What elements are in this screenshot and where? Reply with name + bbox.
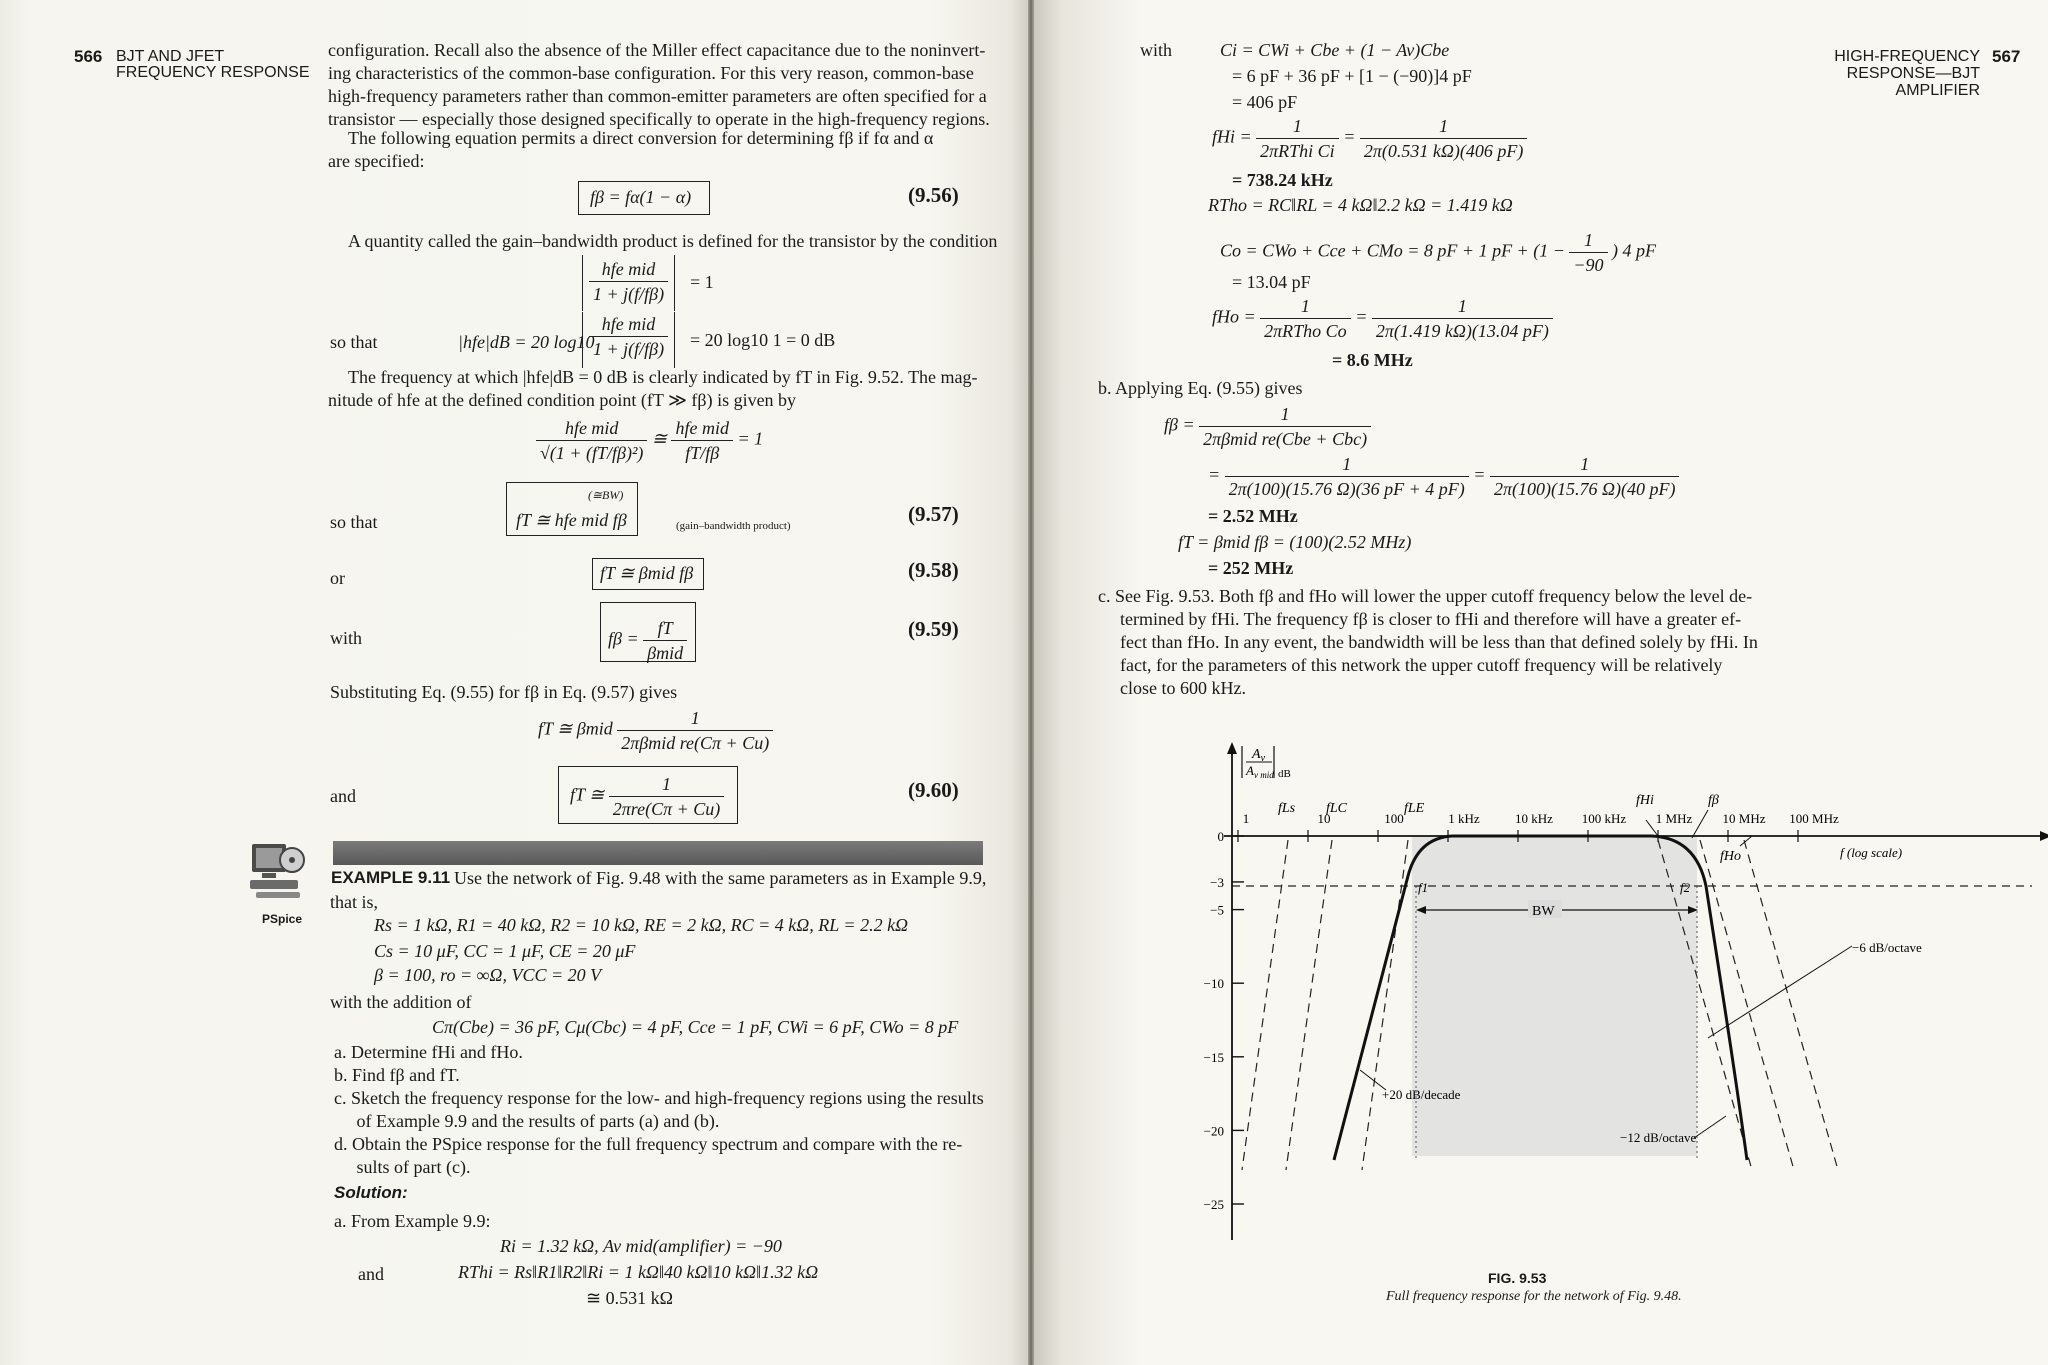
f1-label: f1 <box>1418 880 1429 895</box>
c-line-3: fect than fHo. In any event, the bandwidth will be less than that defined solely by fHi. In <box>1120 632 1758 652</box>
ft-line: fT = βmid fβ = (100)(2.52 MHz) <box>1178 532 1412 552</box>
p2-line-2: are specified: <box>328 151 425 171</box>
or-label: or <box>330 568 345 588</box>
sol-rth-2: ≅ 0.531 kΩ <box>586 1288 673 1308</box>
x-tick-label: 1 MHz <box>1655 811 1693 826</box>
ci-line-1: Ci = CWi + Cbe + (1 − Av)Cbe <box>1220 40 1450 60</box>
param-line-1: Rs = 1 kΩ, R1 = 40 kΩ, R2 = 10 kΩ, RE = 2 kΩ, RC = 4 kΩ, RL = 2.2 kΩ <box>374 915 909 935</box>
example-text-2: that is, <box>330 892 378 912</box>
eq-9-60 <box>570 772 724 821</box>
b-intro: b. Applying Eq. (9.55) gives <box>1098 378 1303 398</box>
x-tick-label: 100 <box>1384 811 1404 826</box>
eq-9-59-number: (9.59) <box>908 617 959 641</box>
running-head-right-3: AMPLIFIER <box>1895 82 1980 99</box>
eq-9-56: fβ = fα(1 − α) <box>590 187 692 207</box>
gbw-rhs: = 1 <box>690 272 714 292</box>
mag-mid-numerator: hfe mid <box>671 416 733 441</box>
marker-flc: fLC <box>1326 801 1348 816</box>
fho-denominator-1: 2πRTho Co <box>1264 321 1347 341</box>
eq-9-59 <box>608 616 687 665</box>
y-tick-label: −15 <box>1203 1049 1224 1065</box>
p1-line-1: configuration. Recall also the absence of the Miller effect capacitance due to the noninvert- <box>328 40 986 60</box>
db-fraction <box>582 312 675 368</box>
running-head-right-2: RESPONSE—BJT <box>1846 65 1980 82</box>
bw-label: BW <box>1532 904 1555 919</box>
caps-line: Cπ(Cbe) = 36 pF, Cμ(Cbc) = 4 pF, Cce = 1 pF, CWi = 6 pF, CWo = 8 pF <box>432 1017 959 1037</box>
with-right: with <box>1140 40 1173 60</box>
asymptote-fb <box>1700 840 1794 1170</box>
rtho-line: RTho = RC‖RL = 4 kΩ‖2.2 kΩ = 1.419 kΩ <box>1208 195 1513 215</box>
y-tick-label: −10 <box>1203 976 1224 992</box>
page-number-left: 566 <box>74 47 103 66</box>
y-tick-label: −25 <box>1203 1197 1224 1212</box>
gbw-denominator: 1 + j(f/fβ) <box>593 284 665 304</box>
x-tick-label: 10 <box>1317 811 1331 826</box>
fb-lhs: fβ = <box>1164 414 1195 435</box>
co-open-paren: (1 − <box>1533 240 1565 261</box>
with-1: with <box>330 628 363 648</box>
task-a: a. Determine fHi and fHo. <box>334 1042 523 1062</box>
fhi-numerator-1: 1 <box>1256 114 1339 139</box>
fho-pointer <box>1740 836 1752 846</box>
marker-fle: fLE <box>1404 801 1425 816</box>
fb2-denominator-2: 2π(100)(15.76 Ω)(40 pF) <box>1493 479 1676 499</box>
mag-rhs: = 1 <box>737 428 764 449</box>
annotation-12db: −12 dB/octave <box>1620 1130 1697 1145</box>
co-tail: 4 pF <box>1622 240 1657 261</box>
fb-denominator: 2πβmid re(Cbe + Cbc) <box>1203 429 1368 449</box>
x-tick-label: 100 kHz <box>1581 811 1627 826</box>
y-axis-arrow <box>1227 742 1237 754</box>
freq-line-1: The frequency at which |hfe|dB = 0 dB is clearly indicated by fT in Fig. 9.52. The mag- <box>348 367 978 387</box>
ft-numerator: 1 <box>617 706 773 731</box>
task-d: d. Obtain the PSpice response for the full frequency spectrum and compare with the re- <box>334 1134 963 1154</box>
eq-9-57: fT ≅ hfe mid fβ <box>516 510 627 530</box>
x-tick-label: 1 <box>1242 811 1250 826</box>
book-gutter <box>1028 0 1034 1365</box>
x-tick-label: 100 MHz <box>1789 811 1839 826</box>
eq-9-58-number: (9.58) <box>908 558 959 582</box>
mag-approx: ≅ <box>651 428 667 449</box>
y-axis-label <box>1242 746 1291 780</box>
eq-9-57-bw: (≅BW) <box>588 488 624 502</box>
page-number-right: 567 <box>1992 47 2021 66</box>
fhi-equation: fHi = $\frac{1}{\text{2πRThi Ci}}$ = $\frac{1}{2\pi(0.531 k\Omega)(406 pF)}$ <box>1212 114 1527 163</box>
param-line-2: Cs = 10 μF, CC = 1 μF, CE = 20 μF <box>374 941 636 961</box>
fb-equation <box>1164 402 1371 451</box>
fhi-denominator-2: 2π(0.531 kΩ)(406 pF) <box>1363 141 1524 161</box>
fb-pointer <box>1692 810 1708 838</box>
so-that-2: so that <box>330 512 378 532</box>
eq-9-60-number: (9.60) <box>908 778 959 802</box>
eq-9-57-number: (9.57) <box>908 502 959 526</box>
example-header-bar <box>333 841 983 865</box>
marker-fb: fβ <box>1708 793 1719 808</box>
ylabel-db: dB <box>1278 768 1291 780</box>
fb2-denominator-1: 2π(100)(15.76 Ω)(36 pF + 4 pF) <box>1228 479 1465 499</box>
subst-text: Substituting Eq. (9.55) for fβ in Eq. (9.57) gives <box>330 682 678 702</box>
task-c: c. Sketch the frequency response for the low- and high-frequency regions using the results <box>334 1088 984 1108</box>
x-tick-label: 1 kHz <box>1448 811 1480 826</box>
ft-lhs: fT ≅ βmid <box>538 718 613 739</box>
fig-label: FIG. 9.53 <box>1488 1270 1547 1286</box>
eq-9-56-number: (9.56) <box>908 183 959 207</box>
eq-9-59-lhs: fβ = <box>608 628 639 649</box>
marker-fhi: fHi <box>1636 793 1654 808</box>
and-1: and <box>330 786 356 806</box>
y-tick-label: −5 <box>1210 902 1224 918</box>
frequency-response-chart <box>1032 720 2048 1320</box>
fhi-value: = 738.24 kHz <box>1232 170 1333 190</box>
fho-lhs: fHo = <box>1212 306 1256 327</box>
fho-numerator-2: 1 <box>1372 294 1553 319</box>
pspice-label: PSpice <box>262 912 303 926</box>
running-head-left-1: BJT AND JFET <box>116 48 225 65</box>
example-text: Use the network of Fig. 9.48 with the same parameters as in Example 9.9, <box>454 868 987 888</box>
eq-9-60-denominator: 2πre(Cπ + Cu) <box>612 799 721 819</box>
asymptote-flc <box>1286 840 1332 1170</box>
bandwidth-shading <box>1412 836 1697 1156</box>
fhi-denominator-1: 2πRThi Ci <box>1260 141 1335 161</box>
x-tick-label: 10 kHz <box>1515 811 1553 826</box>
sol-a: a. From Example 9.9: <box>334 1211 491 1231</box>
eq-9-59-denominator: βmid <box>647 643 684 663</box>
co-paren-denominator: −90 <box>1573 255 1604 275</box>
task-d-cont: sults of part (c). <box>334 1157 471 1177</box>
ylabel-num: $A_v$ <box>1252 747 1266 764</box>
x-axis-arrow <box>2040 831 2048 841</box>
p1-line-3: high-frequency parameters rather than common-emitter parameters are often specified for a <box>328 86 987 106</box>
eq-9-60-lhs: fT ≅ <box>570 784 605 805</box>
y-tick-label: −3 <box>1210 874 1224 890</box>
fig-caption: Full frequency response for the network of Fig. 9.48. <box>1386 1289 1682 1304</box>
example-label: EXAMPLE 9.11 <box>331 868 451 887</box>
freq-line-2: nitude of hfe at the defined condition point (fT ≫ fβ) is given by <box>328 390 797 410</box>
marker-fho: fHo <box>1720 849 1741 864</box>
eq-9-59-numerator: fT <box>643 616 687 641</box>
running-head-right-1: HIGH-FREQUENCY <box>1834 48 1980 65</box>
fho-value: = 8.6 MHz <box>1332 350 1413 370</box>
p2-line-1: The following equation permits a direct conversion for determining fβ if fα and α <box>348 128 934 148</box>
fho-denominator-2: 2π(1.419 kΩ)(13.04 pF) <box>1375 321 1549 341</box>
co-close-paren: ) <box>1612 240 1619 261</box>
and-2: and <box>358 1264 384 1284</box>
eq-9-57-note: (gain–bandwidth product) <box>676 520 791 532</box>
db-lhs: |hfe|dB = 20 log10 <box>458 332 595 352</box>
ci-line-2: = 6 pF + 36 pF + [1 − (−90)]4 pF <box>1232 66 1472 86</box>
gbw-numerator: hfe mid <box>589 257 668 282</box>
ft-value: = 252 MHz <box>1208 558 1294 578</box>
mag-denominator: √(1 + (fT/fβ)²) <box>540 443 644 463</box>
y-tick-label: −20 <box>1203 1123 1224 1139</box>
db-rhs: = 20 log10 1 = 0 dB <box>690 330 836 350</box>
task-b: b. Find fβ and fT. <box>334 1065 460 1085</box>
annotation-20db: +20 dB/decade <box>1382 1087 1461 1102</box>
mag-mid-denominator: fT/fβ <box>685 443 720 463</box>
task-c-cont: of Example 9.9 and the results of parts (a) and (b). <box>334 1111 720 1131</box>
sol-ri: Ri = 1.32 kΩ, Av mid(amplifier) = −90 <box>500 1236 782 1256</box>
db-denominator: 1 + j(f/fβ) <box>593 339 665 359</box>
p1-line-4: transistor — especially those designed specifically to operate in the high-frequency regions. <box>328 109 990 129</box>
asymptote-fho <box>1744 840 1838 1170</box>
co-paren-numerator: 1 <box>1569 228 1607 253</box>
c-line-5: close to 600 kHz. <box>1120 678 1246 698</box>
co-value: = 13.04 pF <box>1232 272 1311 292</box>
with-addition: with the addition of <box>330 992 472 1012</box>
ft-equation <box>538 706 773 755</box>
slope-12db-pointer <box>1694 1116 1726 1138</box>
eq-9-60-numerator: 1 <box>609 772 725 797</box>
f2-label: f2 <box>1680 880 1691 895</box>
eq-9-58: fT ≅ βmid fβ <box>600 563 694 583</box>
c-line-4: fact, for the parameters of this network the upper cutoff frequency will be relatively <box>1120 655 1723 675</box>
sol-rth: RThi = Rs‖R1‖R2‖Ri = 1 kΩ‖40 kΩ‖10 kΩ‖1.32 kΩ <box>458 1262 819 1282</box>
solution-label: Solution: <box>334 1183 408 1202</box>
pspice-computer-icon <box>248 840 310 908</box>
param-line-3: β = 100, ro = ∞Ω, VCC = 20 V <box>374 965 602 985</box>
ci-line-3: = 406 pF <box>1232 92 1298 112</box>
mag-equation <box>536 416 763 465</box>
fb-value: = 2.52 MHz <box>1208 506 1298 526</box>
right-page <box>1032 0 2048 1365</box>
annotation-6db: −6 dB/octave <box>1852 940 1922 955</box>
mag-numerator: hfe mid <box>536 416 647 441</box>
asymptote-fls <box>1242 840 1288 1170</box>
co-line: Co = CWo + Cce + CMo = 8 pF + 1 pF + <box>1220 240 1529 261</box>
gbw-condition <box>582 255 675 311</box>
p1-line-2: ing characteristics of the common-base configuration. For this very reason, common-base <box>328 63 974 83</box>
slope-6db-pointer <box>1708 946 1852 1038</box>
y-tick-label: 0 <box>1217 829 1224 844</box>
fhi-numerator-2: 1 <box>1360 114 1528 139</box>
ylabel-den: $A_{v mid}$ <box>1246 763 1274 780</box>
ft-denominator: 2πβmid re(Cπ + Cu) <box>621 733 770 753</box>
fho-numerator-1: 1 <box>1260 294 1351 319</box>
db-numerator: hfe mid <box>589 312 668 337</box>
so-that-1: so that <box>330 332 378 352</box>
fb-numerator: 1 <box>1199 402 1371 427</box>
marker-fls: fLs <box>1278 801 1296 816</box>
x-axis-label: f (log scale) <box>1840 845 1903 860</box>
fb2-numerator-1: 1 <box>1225 452 1469 477</box>
running-head-left-2: FREQUENCY RESPONSE <box>116 64 310 81</box>
c-line-1: c. See Fig. 9.53. Both fβ and fHo will lower the upper cutoff frequency below the level de- <box>1098 586 1753 606</box>
gbw-text: A quantity called the gain–bandwidth product is defined for the transistor by the condition <box>348 231 998 251</box>
asymptote-fle <box>1362 840 1408 1170</box>
fb2-numerator-2: 1 <box>1490 452 1680 477</box>
fho-equation: fHo = $\frac{1}{\text{2πRTho Co}}$ = $\frac{1}{2\pi(1.419 k\Omega)(13.04 pF)}$ <box>1212 294 1553 343</box>
fhi-lhs: fHi = <box>1212 126 1252 147</box>
fb2-equation: = $\frac{1}{2\pi(100)(15.76 \Omega)(36 pF + 4 pF)}$ = $\frac{1}{2\pi(100)(15.76 \Omega)(40 pF)}$ <box>1208 452 1679 501</box>
c-line-2: termined by fHi. The frequency fβ is closer to fHi and therefore will have a greater ef- <box>1120 609 1742 629</box>
x-tick-label: 10 MHz <box>1722 811 1766 826</box>
